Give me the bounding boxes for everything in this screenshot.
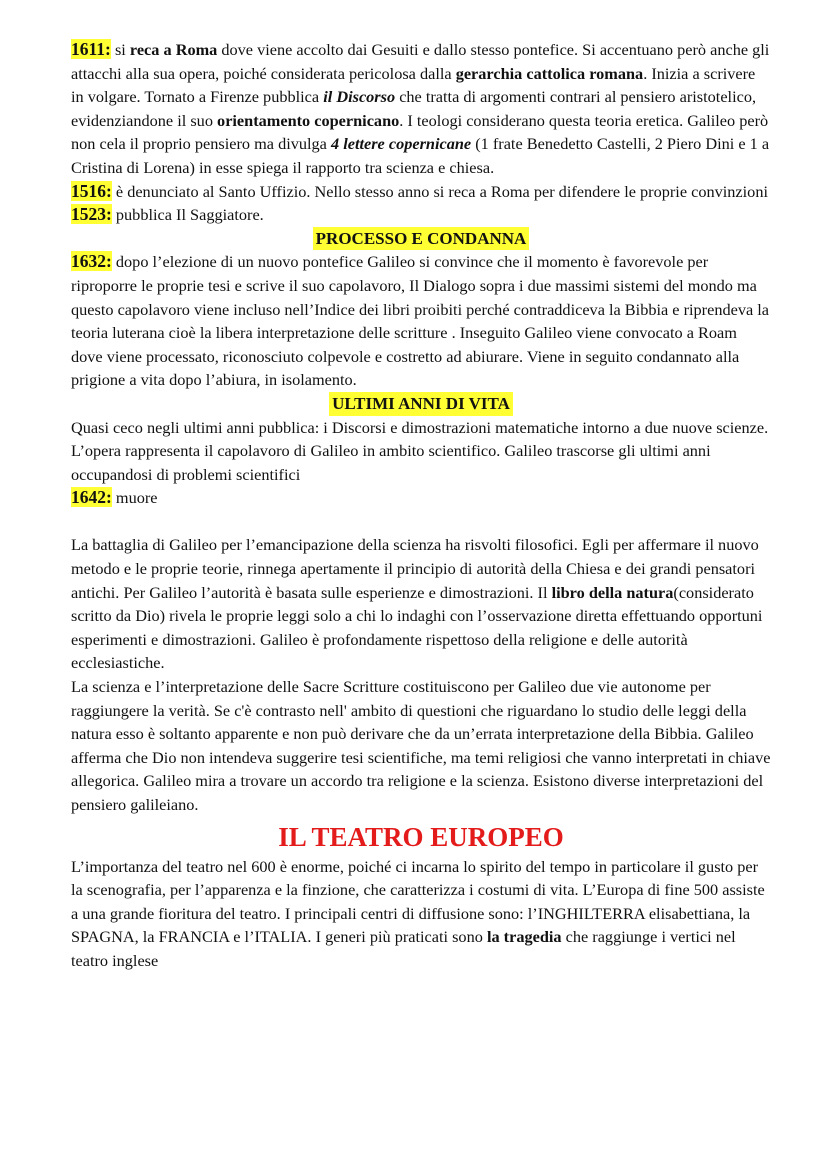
paragraph-scienza: La scienza e l’interpretazione delle Sacre Scritture costituiscono per Galileo due vie autonome per raggiungere la verità. Se c'è contrasto nell' ambito di questioni che riguardano lo studio delle leggi della natura esso è soltanto apparente e non può derivare che da un’errata interpretazione della Bibbia. Galileo afferma che Dio non intendeva suggerire tesi scientifiche, ma temi religiosi che vanno interpretati in chiave allegorica. Galileo mira a trovare un accordo tra religione e la scienza. Esistono diverse interpretazioni del pensiero galileiano.: [71, 677, 771, 814]
heading-ultimi-anni-di-vita: ULTIMI ANNI DI VITA: [329, 392, 513, 416]
p1611-bold-1: reca a Roma: [129, 40, 218, 59]
p1642-text: muore: [111, 488, 158, 508]
teatro-bold-1: la tragedia: [486, 927, 562, 947]
teatro-text-2: che raggiunge i vertici nel teatro inglese: [71, 927, 736, 970]
paragraph-1632: [71, 250, 771, 392]
blank-line: [71, 510, 771, 534]
document-page: [71, 38, 771, 973]
heading-processo-row: [71, 227, 771, 251]
p1611-text-2: dove viene accolto dai Gesuiti e dallo stesso pontefice. Si accentuano però anche gli attacchi alla sua opera, poiché considerata pericolosa dalla: [71, 40, 770, 83]
paragraph-1516: [71, 180, 771, 204]
year-1642: 1642:: [71, 487, 112, 508]
paragraph-1611: [71, 38, 771, 180]
p1523-text: pubblica Il Saggiatore.: [111, 205, 264, 225]
p1611-text-1: si: [110, 40, 130, 59]
paragraph-1642: [71, 486, 771, 510]
p1611-bold-3: orientamento copernicano: [217, 110, 400, 130]
year-1516: 1516:: [71, 180, 112, 201]
paragraph-teatro: [71, 855, 771, 973]
paragraph-ultimi-anni: Quasi ceco negli ultimi anni pubblica: i Discorsi e dimostrazioni matematiche intorno a due nuove scienze. L’opera rappresenta il capolavoro di Galileo in ambito scientifico. Galileo trascorse gli ultimi anni occupandosi di problemi scientifici: [71, 417, 769, 484]
battaglia-text-2: (considerato scritto da Dio) rivela le proprie leggi solo a chi lo indaghi con l’osservazione diretta effettuando opportuni esperimenti e dimostrazioni. Galileo è profondamente rispettoso della religione e delle autorità ecclesiastiche.: [71, 582, 763, 673]
p1611-bold-italic-1: il Discorso: [323, 87, 396, 107]
battaglia-bold-1: libro della natura: [551, 582, 674, 602]
battaglia-text-1: La battaglia di Galileo per l’emancipazione della scienza ha risvolti filosofici. Egli per affermare il nuovo metodo e le proprie teorie, rinnega apertamente il principio di autorità della Chiesa e dei grandi pensatori antichi. Per Galileo l’autorità è basata sulle esperienze e dimostrazioni. Il: [71, 535, 759, 602]
p1611-text-3: . Inizia a scrivere in volgare. Tornato a Firenze pubblica: [71, 63, 756, 107]
p1611-text-4: che tratta di argomenti contrari al pensiero aristotelico, evidenziandone il suo: [71, 87, 757, 130]
year-1611: 1611:: [71, 39, 111, 59]
p1632-text: dopo l’elezione di un nuovo pontefice Galileo si convince che il momento è favorevole per riproporre le proprie tesi e scrive il suo capolavoro, Il Dialogo sopra i due massimi sistemi del mondo ma questo capolavoro viene incluso nell’Indice dei libri proibiti perché contraddiceva la Bibbia e riprendeva la teoria luterana cioè la libera interpretazione delle scritture . Inseguito Galileo viene convocato a Roam dove viene processato, riconosciuto colpevole e costretto ad abiurare. Viene in seguito condannato alla prigione a vita dopo l’abiura, in isolamento.: [71, 252, 770, 390]
p1516-text: è denunciato al Santo Uffizio. Nello stesso anno si reca a Roma per difendere le proprie convinzioni: [111, 181, 768, 201]
teatro-text-1: L’importanza del teatro nel 600 è enorme, poiché ci incarna lo spirito del tempo in particolare il gusto per la scenografia, per l’apparenza e la finzione, che caratterizza i costumi di vita. L’Europa di fine 500 assiste a una grande fioritura del teatro. I principali centri di diffusione sono: l’INGHILTERRA elisabettiana, la SPAGNA, la FRANCIA e l’ITALIA. I generi più praticati sono: [71, 856, 765, 947]
heading-processo-e-condanna: PROCESSO E CONDANNA: [313, 227, 530, 251]
paragraph-battaglia: [71, 533, 771, 675]
heading-ultimi-row: [71, 392, 771, 416]
p1611-bold-italic-2: 4 lettere copernicane: [330, 134, 472, 154]
title-teatro-europeo: IL TEATRO EUROPEO: [278, 821, 564, 852]
p1611-text-6: (1 frate Benedetto Castelli, 2 Piero Dini e 1 a Cristina di Lorena) in esse spiega il rapporto tra scienza e chiesa.: [71, 134, 770, 177]
year-1523: 1523:: [71, 204, 112, 225]
p1611-bold-2: gerarchia cattolica romana: [455, 63, 644, 83]
year-1632: 1632:: [71, 251, 112, 272]
p1611-text-5: . I teologi considerano questa teoria eretica. Galileo però non cela il proprio pensiero ma divulga: [71, 110, 769, 154]
paragraph-1523: [71, 203, 771, 227]
